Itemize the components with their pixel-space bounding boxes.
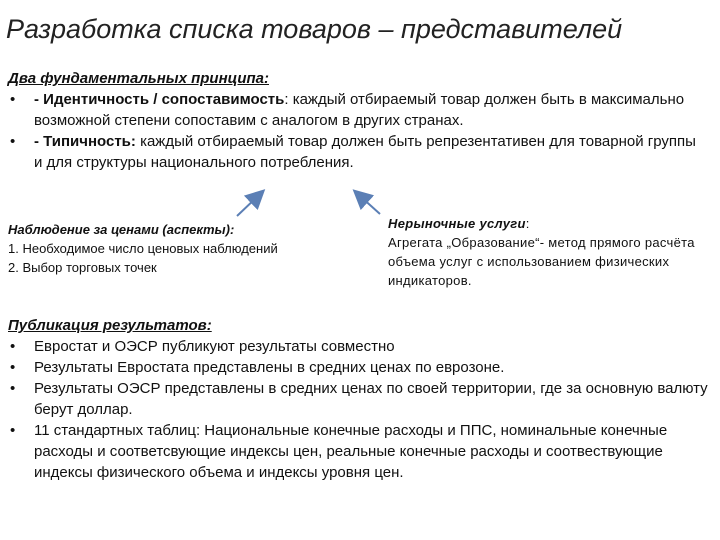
- nonmarket-section: [388, 214, 708, 290]
- nonmarket-heading: Нерыночные услуги: [388, 216, 526, 231]
- principles-section: [8, 68, 708, 173]
- principle-lead: - Типичность:: [34, 133, 136, 150]
- principle-text: каждый отбираемый товар должен быть репрезентативен для товарной группы и для структуры национального потребления.: [34, 133, 696, 171]
- publication-heading: Публикация результатов:: [8, 317, 212, 334]
- list-item: [8, 89, 708, 131]
- arrow-left: [237, 196, 258, 216]
- nonmarket-colon: :: [525, 216, 530, 231]
- list-item: [8, 378, 708, 420]
- publication-text: Евростат и ОЭСР публикуют результаты совместно: [34, 338, 395, 355]
- arrow-right: [360, 196, 380, 214]
- nonmarket-text: Агрегата „Образование“- метод прямого расчёта объема услуг с использованием физических индикаторов.: [388, 235, 695, 288]
- list-item: [8, 357, 708, 378]
- bullet-icon: •: [10, 422, 16, 439]
- bullet-icon: •: [10, 133, 16, 150]
- list-item: 2. Выбор торговых точек: [8, 260, 157, 275]
- list-item: [8, 131, 708, 173]
- publication-text: Результаты Евростата представлены в средних ценах по еврозоне.: [34, 359, 505, 376]
- bullet-icon: •: [10, 380, 16, 397]
- publication-text: 11 стандартных таблиц: Национальные конечные расходы и ППС, номинальные конечные расходы и соответсвующие индексы цен, реальные конечные расходы и соотвествующие индексы физического объема и индексы уровня цен.: [34, 422, 668, 481]
- list-item: [8, 336, 708, 357]
- observation-heading: Наблюдение за ценами (аспекты):: [8, 222, 235, 237]
- principles-list: [8, 89, 708, 173]
- list-item: 1. Необходимое число ценовых наблюдений: [8, 241, 278, 256]
- publication-section: [8, 315, 708, 483]
- principle-text: : каждый отбираемый товар должен быть в максимально возможной степени сопоставим с аналогом в других странах.: [34, 91, 685, 129]
- publication-text: Результаты ОЭСР представлены в средних ценах по своей территории, где за основную валюту берут доллар.: [34, 380, 708, 418]
- bullet-icon: •: [10, 359, 16, 376]
- list-item: [8, 420, 708, 483]
- page-title: Разработка списка товаров – представителей: [6, 14, 623, 44]
- bullet-icon: •: [10, 91, 16, 108]
- bullet-icon: •: [10, 338, 16, 355]
- principle-lead: - Идентичность / сопоставимость: [34, 91, 285, 108]
- observation-section: [8, 220, 368, 277]
- principles-heading: Два фундаментальных принципа:: [8, 70, 269, 87]
- publication-list: [8, 336, 708, 483]
